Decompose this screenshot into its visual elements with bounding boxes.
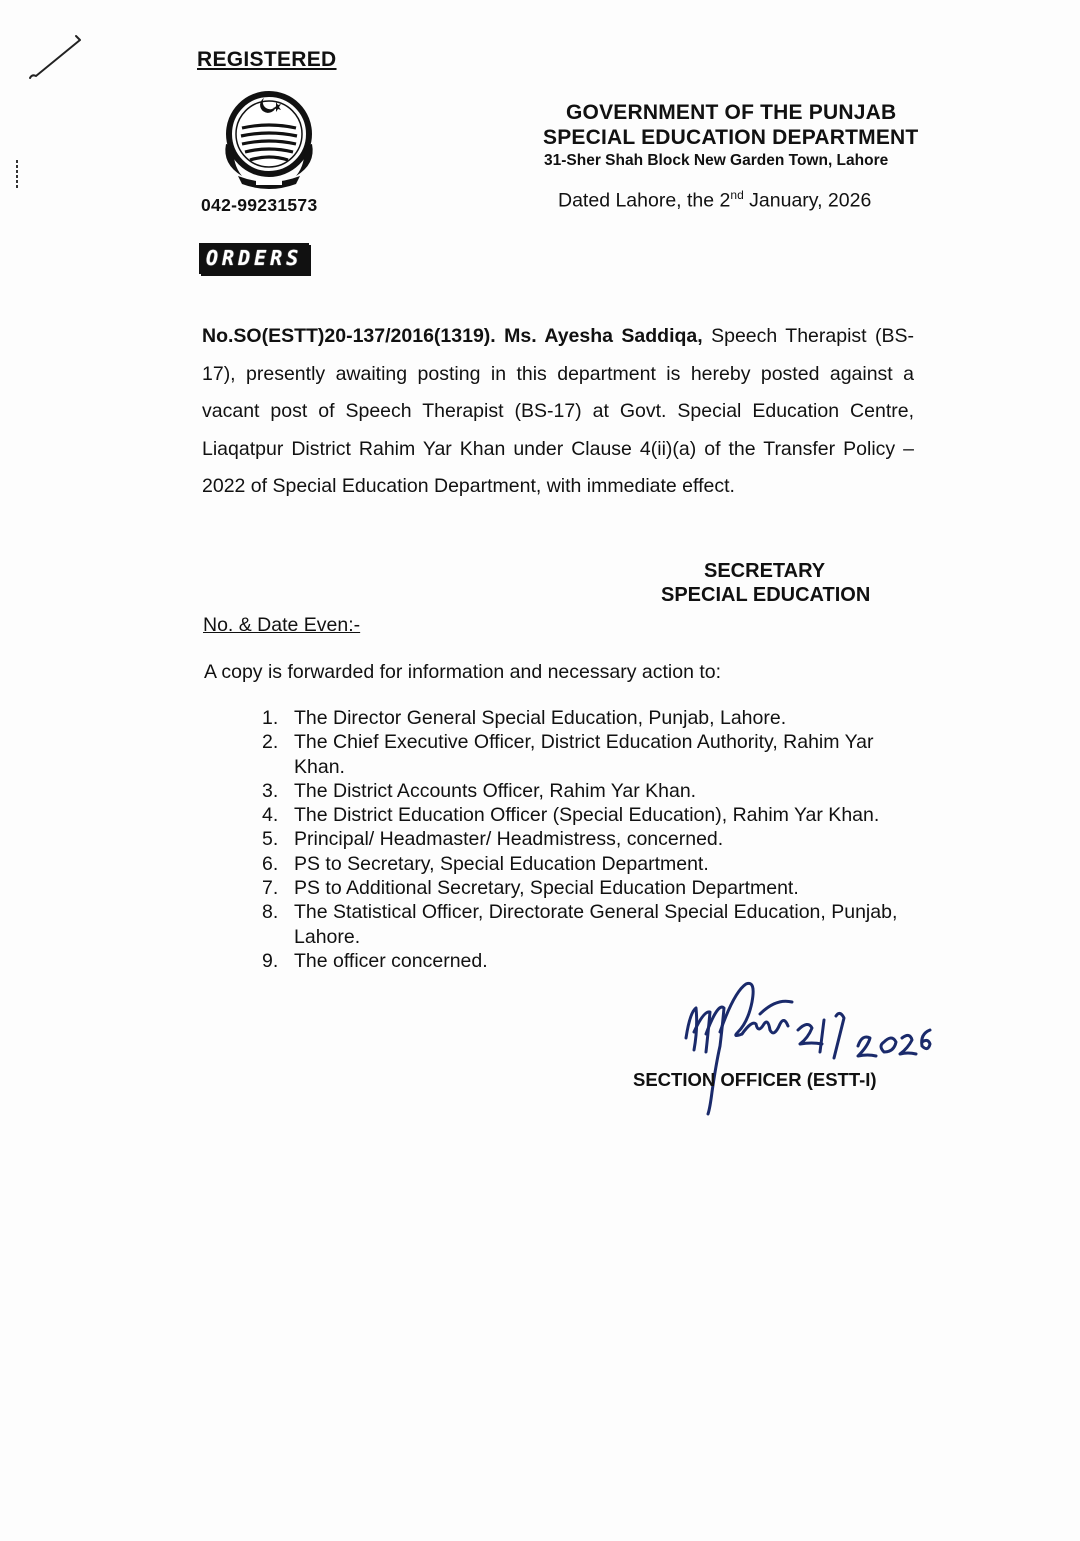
list-item <box>262 876 922 900</box>
list-item <box>262 730 922 779</box>
list-number: 4. <box>262 804 279 827</box>
list-text: PS to Secretary, Special Education Department. <box>294 852 709 875</box>
secretary-title: SECRETARY <box>704 560 826 582</box>
list-text: The Chief Executive Officer, District Education Authority, Rahim Yar Khan. <box>294 731 874 778</box>
list-number: 1. <box>262 707 279 729</box>
orders-heading: ORDERS <box>199 243 309 274</box>
list-item <box>262 706 922 730</box>
list-number: 3. <box>262 779 279 802</box>
list-number: 7. <box>262 877 279 900</box>
secretary-department: SPECIAL EDUCATION <box>661 584 871 606</box>
list-number: 5. <box>262 828 279 851</box>
list-text: Principal/ Headmaster/ Headmistress, concerned. <box>294 828 724 851</box>
list-text: The Statistical Officer, Directorate General Special Education, Punjab, Lahore. <box>294 901 898 948</box>
no-date-even: No. & Date Even:- <box>203 614 361 636</box>
recipient-list <box>262 706 922 973</box>
registered-label: REGISTERED <box>197 48 337 71</box>
list-item <box>262 779 922 803</box>
department-address: 31-Sher Shah Block New Garden Town, Lahore <box>544 152 889 169</box>
order-text: Speech Therapist (BS-17), presently awaiting posting in this department is hereby posted against a vacant post of Speech Therapist (BS-17) at Govt. Special Education Centre, Liaqatpur District Rahim Yar Khan under Clause 4(ii)(a) of the Transfer Policy – 2022 of Special Education Department, with immediate effect. <box>202 325 914 497</box>
list-item <box>262 852 922 876</box>
officer-name: Ms. Ayesha Saddiqa, <box>504 325 703 347</box>
handwritten-signature <box>672 972 932 1122</box>
list-text: The District Accounts Officer, Rahim Yar Khan. <box>294 779 697 802</box>
phone-number: 042-99231573 <box>201 195 318 215</box>
list-item <box>262 827 922 851</box>
list-text: PS to Additional Secretary, Special Education Department. <box>294 877 799 900</box>
order-reference: No.SO(ESTT)20-137/2016(1319). <box>202 325 496 347</box>
order-paragraph <box>202 318 914 506</box>
copy-forwarded-line: A copy is forwarded for information and necessary action to: <box>204 661 722 683</box>
list-number: 9. <box>262 949 279 972</box>
section-officer-designation: SECTION OFFICER (ESTT-I) <box>633 1069 877 1090</box>
department-title: SPECIAL EDUCATION DEPARTMENT <box>543 126 919 149</box>
dated-prefix: Dated Lahore, the 2 <box>558 189 731 212</box>
dated-suffix: January, 2026 <box>743 189 872 212</box>
list-item <box>262 900 922 949</box>
list-number: 6. <box>262 852 279 875</box>
list-text: The District Education Officer (Special Education), Rahim Yar Khan. <box>294 804 880 827</box>
punjab-emblem-logo <box>212 84 330 194</box>
list-text: The Director General Special Education, Punjab, Lahore. <box>294 707 787 729</box>
dated-ordinal: nd <box>730 188 744 202</box>
margin-mark <box>14 160 20 190</box>
list-number: 8. <box>262 901 279 924</box>
government-title: GOVERNMENT OF THE PUNJAB <box>566 101 897 124</box>
list-number: 2. <box>262 731 279 754</box>
pen-tick-mark <box>28 34 84 82</box>
dated-line <box>558 188 871 213</box>
list-item <box>262 803 922 827</box>
list-text: The officer concerned. <box>294 949 488 972</box>
list-item <box>262 949 922 973</box>
